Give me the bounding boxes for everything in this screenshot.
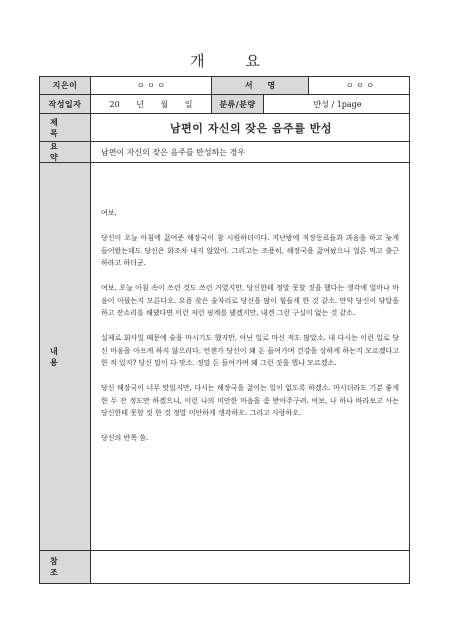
content-paragraph: 당신이 오늘 아침에 끓여준 해장국이 참 시원하더이다. 지난밤에 직장동료들과 과음을 하고 늦게 들어왔는데도 당신은 화조차 내지 않았어. 그리고는 조용히, 해장국을 끓여놨으니 얼른 먹고 출근하라고 하더군.: [101, 234, 399, 267]
document-title: 개 요: [190, 52, 278, 70]
summary-row: [40, 142, 409, 163]
summary-label: 요 약: [40, 142, 90, 162]
reference-row: [40, 551, 409, 583]
reference-label: 참 조: [40, 551, 90, 583]
content-paragraph: 당신 해장국이 너무 맛있지만, 다시는 해장국을 끓이는 일이 없도록 하겠소. 마시더라도 기분 좋게 한 두 잔 정도만 하겠으니, 이런 나의 미안한 마음을 좀 받아주구려. 여보, 나 하나 바라보고 사는 당신한테 못할 짓 한 것 정말 미안하게 생각하오. 그리고 사랑하오.: [101, 384, 399, 417]
content-paragraph: 여보, 오늘 아침 속이 쓰린 것도 쓰린 거였지만, 당신한테 정말 못할 짓을 했다는 생각에 얼마나 마음이 아팠는지 모른다오. 요즘 잦은 술자리로 당신을 많이 힘들게 한 것 같소. 만약 당신이 닦달을 하고 잔소리를 해댔다면 이런 저런 핑계를 댔겠지만, 내겐 그런 구실이 없는 것 같소.: [101, 284, 399, 317]
author-row: [40, 77, 409, 95]
content-label: 내 용: [40, 163, 90, 550]
signature-label: 서 명: [211, 77, 308, 94]
content-paragraph: 실제로 회사일 때문에 술을 마시기도 했지만, 아닌 일로 마신 적도 많았소. 내 다시는 이런 일로 당신 마음을 아프게 하지 않으리다. 언젠가 당신이 왜 돈 들여가며 건강을 상하게 하는지 모르겠다고 한 적 있지? 당신 말이 다 맞소. 정말 돈 들여가며 왜 그런 짓을 했나 모르겠소.: [101, 334, 399, 367]
subject-row: [40, 114, 409, 142]
author-value: ㅇ ㅇ ㅇ: [90, 77, 211, 94]
date-label: 작성일자: [40, 95, 90, 113]
content-paragraph: 당신의 반쪽 씀.: [101, 434, 149, 442]
category-value: 반성 / 1page: [263, 95, 411, 113]
reference-value: [90, 551, 411, 583]
content-paragraph: 여보,: [101, 209, 117, 217]
content-body: [90, 163, 409, 550]
summary-value: 남편이 자신의 잦은 음주를 반성하는 경우: [90, 142, 411, 162]
date-row: [40, 95, 409, 114]
subject-label: 제 목: [40, 114, 90, 141]
content-row: [40, 163, 409, 551]
subject-value: 남편이 자신의 잦은 음주를 반성: [90, 114, 411, 141]
date-value: 20 년 월 일: [90, 95, 211, 113]
category-label: 분류/분량: [211, 95, 263, 113]
overview-table: [39, 76, 410, 584]
signature-value: ㅇ ㅇ ㅇ: [308, 77, 411, 94]
author-label: 지은이: [40, 77, 90, 94]
